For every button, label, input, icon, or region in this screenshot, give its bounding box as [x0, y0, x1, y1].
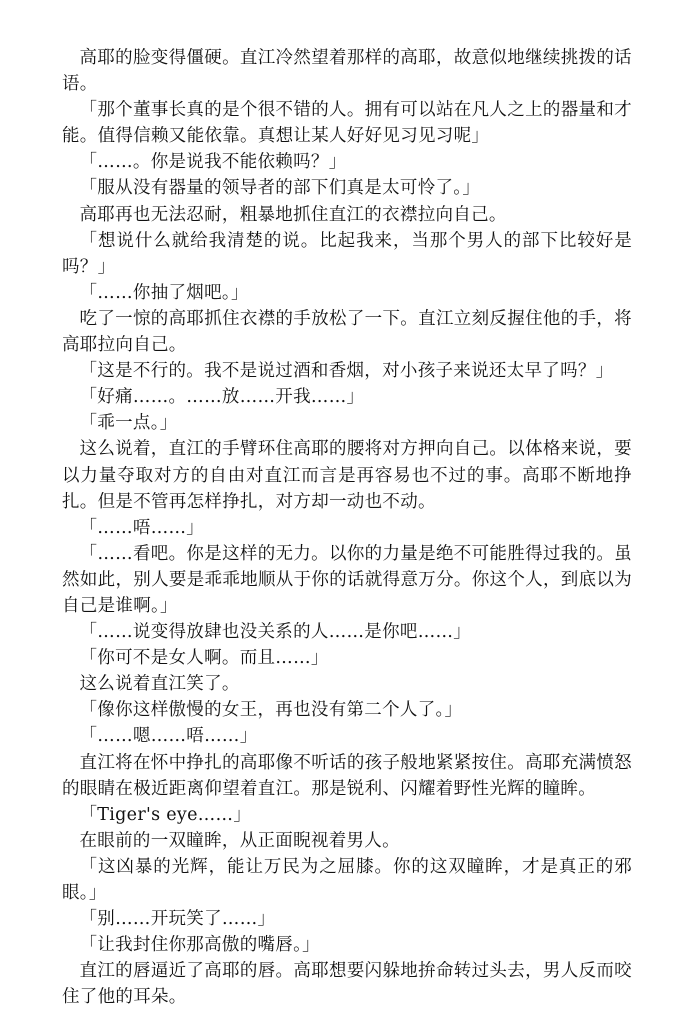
- paragraph: 直江的唇逼近了高耶的唇。高耶想要闪躲地拚命转过头去，男人反而咬住了他的耳朵。: [62, 961, 632, 1008]
- paragraph: 「像你这样傲慢的女王，再也没有第二个人了。」: [79, 700, 463, 721]
- paragraph: 「让我封住你那高傲的嘴唇。」: [79, 935, 320, 956]
- paragraph: 直江将在怀中挣扎的高耶像不听话的孩子般地紧紧按住。高耶充满愤怒的眼睛在极近距离仰望着直江。那是锐利、闪耀着野性光辉的瞳眸。: [62, 752, 632, 799]
- paragraph: 「那个董事长真的是个很不错的人。拥有可以站在凡人之上的器量和才能。值得信赖又能依靠。真想让某人好好见习见习呢」: [62, 100, 632, 147]
- paragraph: 「这是不行的。我不是说过酒和香烟，对小孩子来说还太早了吗？」: [79, 361, 614, 382]
- paragraph: 「服从没有器量的领导者的部下们真是太可怜了。」: [79, 178, 481, 199]
- paragraph: 「你可不是女人啊。而且……」: [79, 648, 329, 669]
- paragraph: 吃了一惊的高耶抓住衣襟的手放松了一下。直江立刻反握住他的手，将高耶拉向自己。: [62, 308, 632, 356]
- paragraph: 高耶的脸变得僵硬。直江冷然望着那样的高耶，故意似地继续挑拨的话语。: [62, 48, 632, 95]
- paragraph: 「……你抽了烟吧。」: [79, 282, 249, 303]
- paragraph: 「……嗯……唔……」: [79, 726, 258, 747]
- paragraph: 「……看吧。你是这样的无力。以你的力量是绝不可能胜得过我的。虽然如此，别人要是乖乖地顺从于你的话就得意万分。你这个人，到底以为自己是谁啊。」: [62, 543, 632, 616]
- paragraph: 「别……开玩笑了……」: [79, 909, 276, 930]
- paragraph: 高耶再也无法忍耐，粗暴地抓住直江的衣襟拉向自己。: [79, 204, 507, 225]
- paragraph: 「……说变得放肆也没关系的人……是你吧……」: [79, 622, 472, 643]
- paragraph: 「这凶暴的光辉，能让万民为之屈膝。你的这双瞳眸，才是真正的邪眼。」: [62, 856, 632, 903]
- body-text: [62, 45, 632, 1010]
- paragraph: 「Tiger's eye……」: [79, 804, 252, 825]
- paragraph: 「乖一点。」: [79, 413, 178, 434]
- paragraph: 「……。你是说我不能依赖吗？」: [79, 152, 347, 173]
- paragraph: 「……唔……」: [79, 517, 205, 538]
- paragraph: 这么说着，直江的手臂环住高耶的腰将对方押向自己。以体格来说，要以力量夺取对方的自由对直江而言是再容易也不过的事。高耶不断地挣扎。但是不管再怎样挣扎，对方却一动也不动。: [62, 439, 632, 512]
- paragraph: 「想说什么就给我清楚的说。比起我来，当那个男人的部下比较好是吗？」: [62, 230, 632, 277]
- paragraph: 在眼前的一双瞳眸，从正面睨视着男人。: [79, 830, 400, 851]
- paragraph: 「好痛……。……放……开我……」: [79, 387, 365, 408]
- paragraph: 这么说着直江笑了。: [79, 674, 240, 695]
